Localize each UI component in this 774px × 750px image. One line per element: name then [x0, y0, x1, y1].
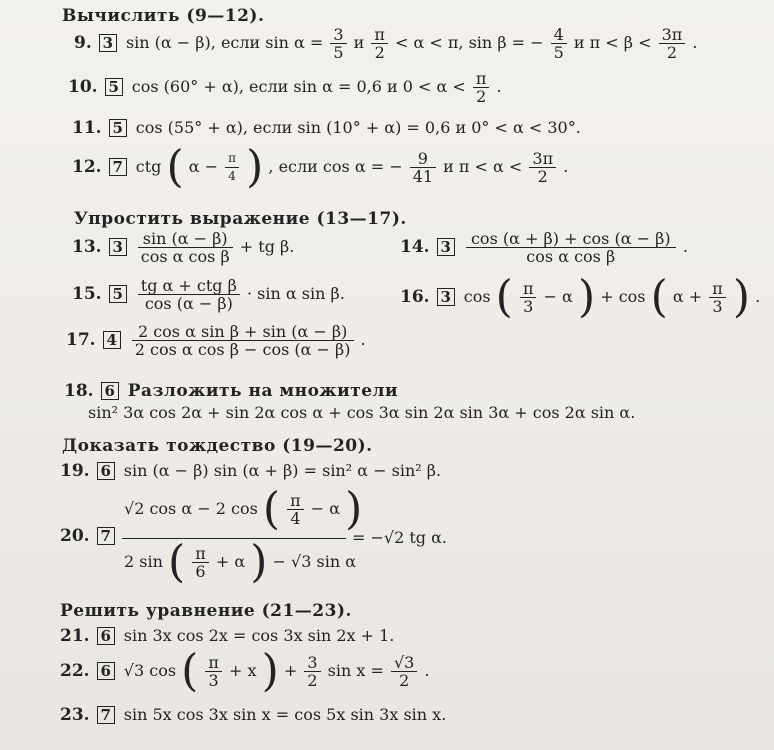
difficulty-badge: 5	[109, 285, 127, 303]
difficulty-badge: 7	[97, 706, 115, 724]
problem-number: 9.	[74, 33, 92, 53]
fraction-bar	[122, 538, 346, 539]
fraction: $\frac{√3}{2}$	[391, 654, 417, 689]
right-paren: )	[261, 645, 279, 697]
problem-text: +	[283, 661, 303, 680]
fraction: $\frac{\pi}{3}$	[709, 280, 726, 315]
problem-text: .	[692, 33, 698, 52]
problem-text: ctg	[135, 157, 162, 176]
problem-9	[74, 26, 697, 61]
fraction: $\frac{4}{5}$	[551, 26, 567, 61]
difficulty-badge: 7	[109, 158, 127, 176]
fraction: $\frac{\pi}{3}$	[205, 654, 222, 689]
problem-text: + cos	[600, 287, 646, 306]
difficulty-badge: 6	[97, 627, 115, 645]
problem-text: + x	[229, 661, 257, 680]
problem-text: − √3 sin α	[272, 552, 357, 571]
difficulty-badge: 3	[109, 238, 127, 256]
fraction: $\frac{\pi}{6}$	[192, 545, 209, 580]
problem-number: 22.	[60, 661, 90, 681]
left-paren: (	[181, 645, 199, 697]
section-heading-simplify: Упростить выражение (13—17).	[74, 209, 407, 229]
fraction: $\frac{\text{tg α + ctg β}}{\cos (\alpha - \beta)}$	[138, 277, 240, 312]
problem-10	[68, 70, 502, 105]
problem-11	[72, 118, 581, 138]
section-heading-prove: Доказать тождество (19—20).	[62, 436, 373, 456]
problem-text: .	[360, 330, 366, 349]
problem-22	[60, 645, 430, 697]
problem-number: 11.	[72, 118, 102, 138]
problem-text: и π < β <	[573, 33, 657, 52]
problem-17	[66, 323, 366, 358]
fraction: $\frac{9}{41}$	[410, 150, 436, 185]
problem-20-denominator	[124, 536, 357, 588]
fraction: $\frac{3\pi}{2}$	[529, 150, 556, 185]
problem-number: 23.	[60, 705, 90, 725]
problem-text: < α < π, sin β = −	[395, 33, 544, 52]
problem-text: cos	[463, 287, 491, 306]
difficulty-badge: 7	[97, 527, 115, 545]
problem-20-label	[60, 526, 119, 546]
problem-18	[64, 381, 398, 401]
difficulty-badge: 4	[103, 331, 121, 349]
problem-text: cos (60° + α), если sin α = 0,6 и 0 < α <	[131, 77, 471, 96]
fraction: $\frac{3}{5}$	[330, 26, 346, 61]
problem-14	[400, 230, 688, 265]
difficulty-badge: 3	[99, 34, 117, 52]
problem-number: 12.	[72, 157, 102, 177]
fraction: $\frac{\sin (\alpha - \beta)}{\text{cos α cos β}}$	[138, 230, 233, 265]
problem-number: 13.	[72, 237, 102, 257]
problem-text: α −	[188, 157, 224, 176]
problem-text: α +	[672, 287, 708, 306]
fraction: $\frac{3\pi}{2}$	[659, 26, 686, 61]
problem-20-numerator	[124, 483, 363, 535]
right-paren: )	[250, 536, 268, 588]
problem-16	[400, 271, 761, 323]
left-paren: (	[168, 536, 186, 588]
problem-19	[60, 461, 441, 481]
section-heading-solve: Решить уравнение (21—23).	[60, 601, 352, 621]
problem-18-expression: sin² 3α cos 2α + sin 2α cos α + cos 3α sin 2α sin 3α + cos 2α sin α.	[88, 403, 636, 422]
difficulty-badge: 6	[97, 462, 115, 480]
problem-text: .	[496, 77, 502, 96]
problem-number: 15.	[72, 284, 102, 304]
problem-21	[60, 626, 394, 646]
problem-text: sin x =	[327, 661, 389, 680]
problem-text: cos (55° + α), если sin (10° + α) = 0,6 и 0° < α < 30°.	[135, 118, 581, 137]
problem-number: 21.	[60, 626, 90, 646]
problem-number: 10.	[68, 77, 98, 97]
fraction: $\frac{3}{2}$	[304, 654, 320, 689]
problem-text: sin (α − β) sin (α + β) = sin² α − sin² β.	[123, 461, 442, 480]
problem-text: + tg β.	[239, 237, 295, 256]
problem-number: 19.	[60, 461, 90, 481]
problem-13	[72, 230, 294, 265]
problem-text: √3 cos	[123, 661, 177, 680]
fraction: $\frac{\pi}{4}$	[287, 492, 304, 527]
problem-text: sin 3x cos 2x = cos 3x sin 2x + 1.	[123, 626, 395, 645]
left-paren: (	[166, 141, 184, 193]
problem-text: − α	[310, 499, 341, 518]
difficulty-badge: 6	[97, 662, 115, 680]
right-paren: )	[345, 483, 363, 535]
problem-12	[72, 141, 569, 193]
difficulty-badge: 5	[105, 78, 123, 96]
section-heading-compute: Вычислить (9—12).	[62, 6, 265, 26]
problem-text: .	[563, 157, 569, 176]
problem-text: · sin α sin β.	[246, 284, 345, 303]
difficulty-badge: 3	[437, 238, 455, 256]
difficulty-badge: 3	[437, 288, 455, 306]
problem-text: .	[755, 287, 761, 306]
problem-text: и	[353, 33, 370, 52]
problem-heading: Разложить на множители	[127, 381, 399, 401]
right-paren: )	[732, 271, 751, 323]
problem-text: 2 sin	[124, 552, 163, 571]
fraction: $\frac{\pi}{4}$	[225, 150, 239, 185]
fraction: $\frac{\pi}{2}$	[371, 26, 388, 61]
problem-number: 14.	[400, 237, 430, 257]
problem-number: 16.	[400, 287, 430, 307]
problem-number: 18.	[64, 381, 94, 401]
difficulty-badge: 6	[101, 382, 119, 400]
difficulty-badge: 5	[109, 119, 127, 137]
problem-23	[60, 705, 446, 725]
problem-text: √2 cos α − 2 cos	[124, 499, 258, 518]
fraction: $\frac{\pi}{3}$	[520, 280, 537, 315]
fraction: $\frac{\cos (\alpha + \beta) + \cos (\alpha - \beta)}{\text{cos α cos β}}$	[466, 230, 676, 265]
problem-text: .	[424, 661, 430, 680]
right-paren: )	[577, 271, 596, 323]
problem-text: − α	[543, 287, 573, 306]
problem-text: + α	[215, 552, 246, 571]
right-paren: )	[246, 141, 264, 193]
problem-text: sin (α − β), если sin α =	[125, 33, 329, 52]
problem-text: и π < α <	[443, 157, 528, 176]
problem-number: 20.	[60, 526, 90, 546]
left-paren: (	[262, 483, 281, 535]
fraction: $\frac{\pi}{2}$	[473, 70, 490, 105]
left-paren: (	[495, 271, 513, 323]
problem-20-rhs: = −√2 tg α.	[352, 528, 448, 547]
left-paren: (	[650, 271, 668, 323]
problem-text: sin 5x cos 3x sin x = cos 5x sin 3x sin x.	[123, 705, 447, 724]
problem-text: .	[682, 237, 688, 256]
problem-15	[72, 277, 345, 312]
problem-number: 17.	[66, 330, 96, 350]
problem-text: , если cos α = −	[268, 157, 403, 176]
fraction: $\frac{\text{2 cos α sin β + sin (α − β)}}{\text{2 cos α cos β − cos (α − β)}}$	[132, 323, 354, 358]
